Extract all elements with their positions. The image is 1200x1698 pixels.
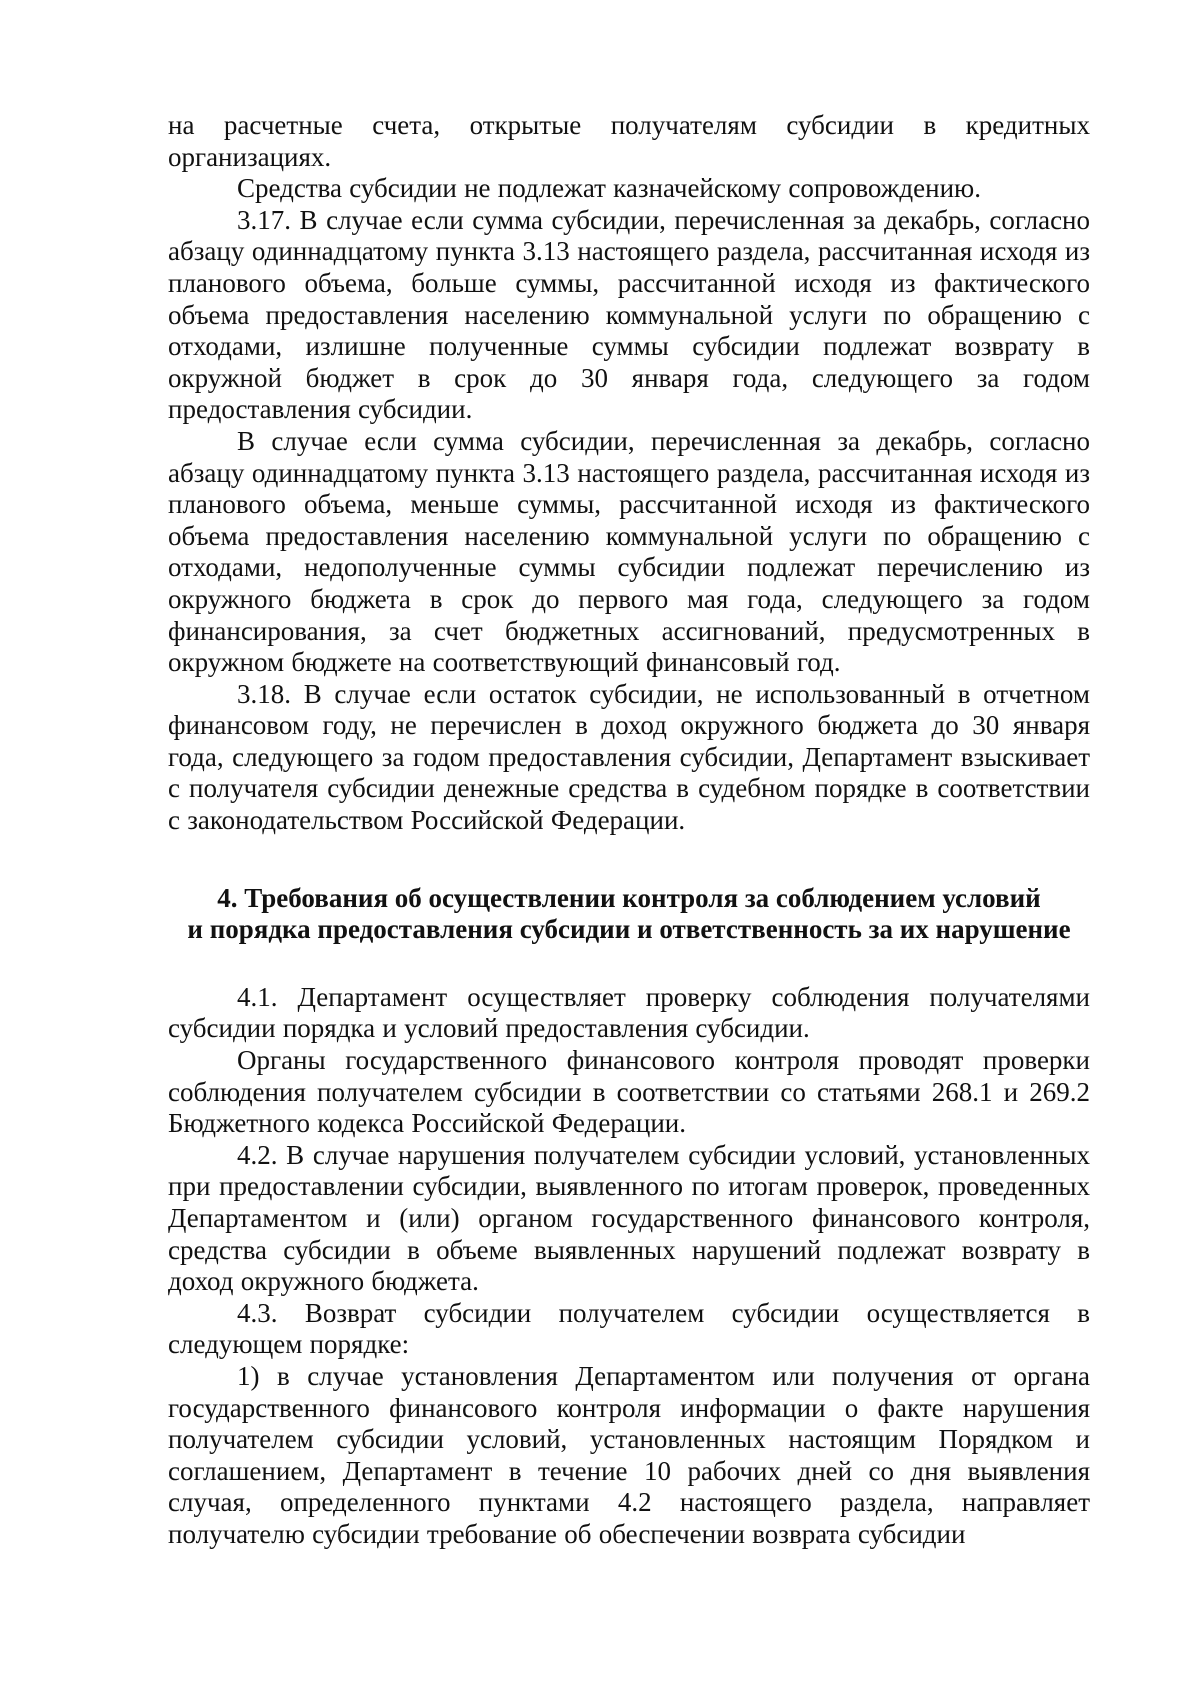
paragraph-4-1: 4.1. Департамент осуществляет проверку соблюдения получателями субсидии порядка и условий предоставления субсидии.	[168, 981, 1090, 1044]
section-4-heading	[168, 883, 1090, 946]
paragraph-3-17: 3.17. В случае если сумма субсидии, перечисленная за декабрь, согласно абзацу одиннадцатому пункта 3.13 настоящего раздела, рассчитанная исходя из планового объема, больше суммы, рассчитанной исходя из фактического объема предоставления населению коммунальной услуги по обращению с отходами, излишне полученные суммы субсидии подлежат возврату в окружной бюджет в срок до 30 января года, следующего за годом предоставления субсидии.	[168, 204, 1090, 425]
paragraph-4-3: 4.3. Возврат субсидии получателем субсидии осуществляется в следующем порядке:	[168, 1297, 1090, 1360]
section-4-heading-line-1: 4. Требования об осуществлении контроля за соблюдением условий	[217, 882, 1041, 913]
section-4-heading-line-2: и порядка предоставления субсидии и ответственность за их нарушение	[187, 914, 1071, 945]
paragraph-continuation: на расчетные счета, открытые получателям субсидии в кредитных организациях.	[168, 110, 1090, 172]
paragraph-3-17-underpayment: В случае если сумма субсидии, перечисленная за декабрь, согласно абзацу одиннадцатому пункта 3.13 настоящего раздела, рассчитанная исходя из планового объема, меньше суммы, рассчитанной исходя из фактического объема предоставления населению коммунальной услуги по обращению с отходами, недополученные суммы субсидии подлежат перечислению из окружного бюджета в срок до первого мая года, следующего за годом финансирования, за счет бюджетных ассигнований, предусмотренных в окружном бюджете на соответствующий финансовый год.	[168, 425, 1090, 678]
document-body	[168, 110, 1090, 1551]
paragraph-financial-control: Органы государственного финансового контроля проводят проверки соблюдения получателем субсидии в соответствии со статьями 268.1 и 269.2 Бюджетного кодекса Российской Федерации.	[168, 1045, 1090, 1139]
paragraph-4-3-item-1: 1) в случае установления Департаментом или получения от органа государственного финансового контроля информации о факте нарушения получателем субсидии условий, установленных настоящим Порядком и соглашением, Департамент в течение 10 рабочих дней со дня выявления случая, определенного пунктами 4.2 настоящего раздела, направляет получателю субсидии требование об обеспечении возврата субсидии	[168, 1360, 1090, 1549]
paragraph-3-18: 3.18. В случае если остаток субсидии, не использованный в отчетном финансовом году, не перечислен в доход окружного бюджета до 30 января года, следующего за годом предоставления субсидии, Департамент взыскивает с получателя субсидии денежные средства в судебном порядке в соответствии с законодательством Российской Федерации.	[168, 678, 1090, 836]
paragraph-4-2: 4.2. В случае нарушения получателем субсидии условий, установленных при предоставлении субсидии, выявленного по итогам проверок, проведенных Департаментом и (или) органом государственного финансового контроля, средства субсидии в объеме выявленных нарушений подлежат возврату в доход окружного бюджета.	[168, 1139, 1090, 1297]
paragraph-no-treasury-support: Средства субсидии не подлежат казначейскому сопровождению.	[237, 173, 981, 204]
